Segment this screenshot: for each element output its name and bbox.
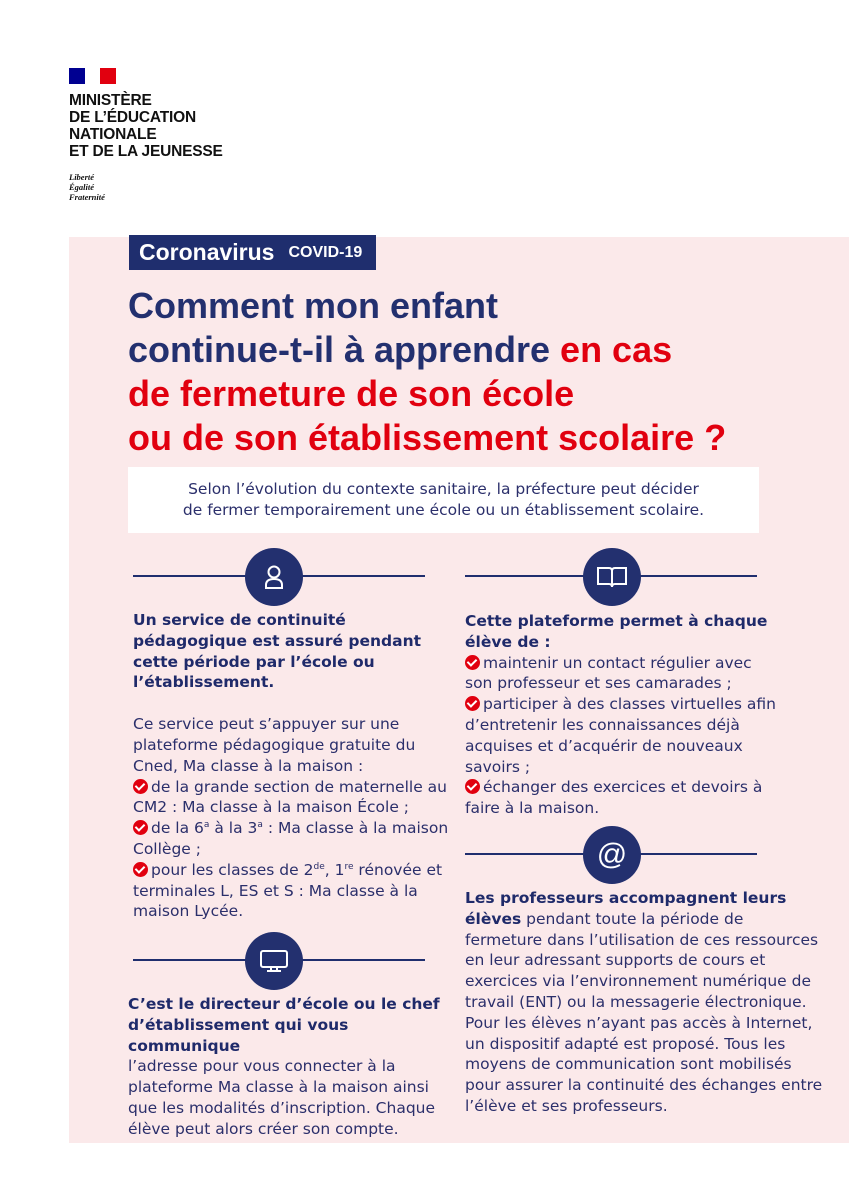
at-icon: @ [583,826,641,884]
section-platform: Cette plateforme permet à chaque élève de : maintenir un contact régulier avec son professeur et ses camarades ; participer à des classes virtuelles afin d’entretenir les connaissances déjà acquises et d’acquérir de nouveaux savoirs ; échanger des exercices et devoirs à faire à la maison. [465,612,776,818]
check-icon [133,862,148,877]
check-icon [133,779,148,794]
check-icon [465,779,480,794]
section-teachers: Les professeurs accompagnent leurs élèves pendant toute la période de fermeture dans l’utilisation de ces ressources en leur adressant supports de cours et exercices via l’environnement numérique de travail (ENT) ou la messagerie électronique. Pour les élèves n’ayant pas accès à Internet, un dispositif adapté est proposé. Tous les moyens de communication sont mobilisés pour assurer la continuité des échanges entre l’élève et ses professeurs. [465,889,823,1115]
section-continuity: Un service de continuité pédagogique est assuré pendant cette période par l’école ou l’établissement. Ce service peut s’appuyer sur une plateforme pédagogique gratuite du Cned, Ma classe à la maison : de la grande section de maternelle au CM2 : Ma classe à la maison École ; de la 6$^a$ à la 3$^a$ : Ma classe à la maison Collège ; pour les classes de 2de, 1re rénovée et terminales L, ES et S : Ma classe à la maison Lycée. [133,611,449,921]
check-icon [133,820,148,835]
section-divider-at [465,826,757,886]
republic-motto: Liberté Égalité Fraternité [69,172,105,202]
ministry-name: MINISTÈRE DE L’ÉDUCATION NATIONALE ET DE LA JEUNESSE [69,92,223,160]
marianne-flag-logo [69,68,116,84]
check-icon [465,696,480,711]
covid-tag: Coronavirus COVID-19 [129,235,376,270]
page-title: Comment mon enfant continue-t-il à apprendre en cas de fermeture de son école ou de son établissement scolaire ? [128,285,727,458]
person-icon [245,548,303,606]
section-divider-computer [133,932,425,992]
computer-icon [245,932,303,990]
intro-box: Selon l’évolution du contexte sanitaire, la préfecture peut décider de fermer temporairement une école ou un établissement scolaire. [128,467,759,533]
book-icon [583,548,641,606]
section-director: C’est le directeur d’école ou le chef d’établissement qui vous communique l’adresse pour vous connecter à la plateforme Ma classe à la maison ainsi que les modalités d’inscription. Chaque élève peut alors créer son compte. [128,995,440,1138]
section-divider-book [465,548,757,608]
check-icon [465,655,480,670]
section-divider-person [133,548,425,608]
